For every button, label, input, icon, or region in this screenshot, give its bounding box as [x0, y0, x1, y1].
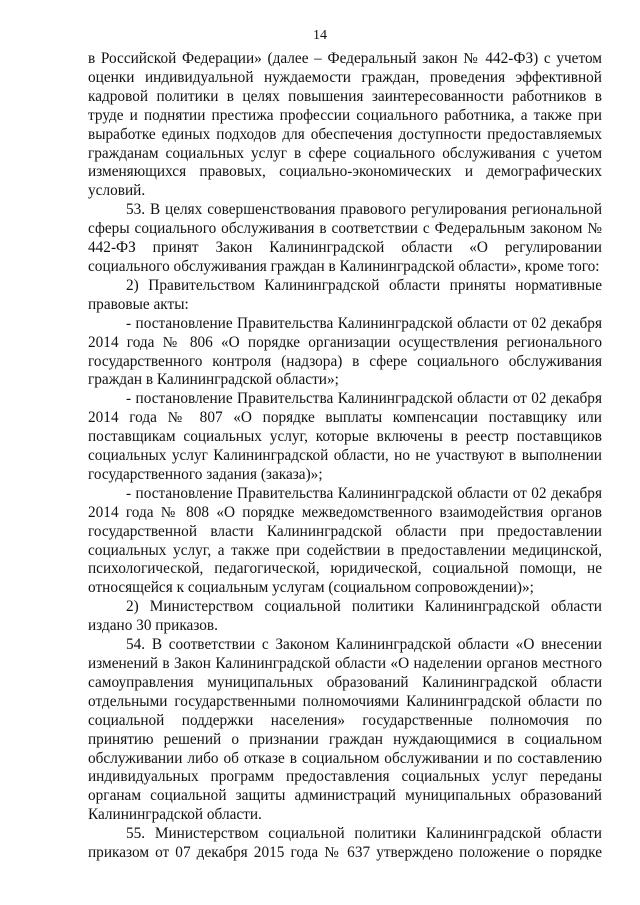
paragraph-acts-intro: 2) Правительством Калининградской области приняты нормативные правовые акты:	[88, 276, 602, 313]
paragraph-ministry-orders: 2) Министерством социальной политики Калининградской области издано 30 приказов.	[88, 598, 602, 635]
paragraph-continuation: в Российской Федерации» (далее – Федеральный закон № 442-ФЗ) с учетом оценки индивидуальной нуждаемости граждан, проведения эффективной кадровой политики в целях повышения заинтересованности работников в труде и поднятии престижа профессии социального работника, а также при выработке единых подходов для обеспечения доступности предоставляемых гражданам социальных услуг в сфере социального обслуживания с учетом изменяющихся правовых, социально-экономических и демографических условий.	[88, 50, 602, 200]
paragraph-53: 53. В целях совершенствования правового регулирования региональной сферы социального обслуживания в соответствии с Федеральным законом № 442-ФЗ принят Закон Калининградской области «О регулировании социального обслуживания граждан в Калининградской области», кроме того:	[88, 201, 602, 275]
document-body	[88, 50, 602, 863]
list-item-resolution-807: - постановление Правительства Калининградской области от 02 декабря 2014 года № 807 «О порядке выплаты компенсации поставщику или поставщикам социальных услуг, которые включены в реестр поставщиков социальных услуг Калининградской области, но не участвуют в выполнении государственного задания (заказа)»;	[88, 390, 602, 483]
list-item-resolution-806: - постановление Правительства Калининградской области от 02 декабря 2014 года № 806 «О порядке организации осуществления регионального государственного контроля (надзора) в сфере социального обслуживания граждан в Калининградской области»;	[88, 314, 602, 389]
paragraph-55: 55. Министерством социальной политики Калининградской области приказом от 07 декабря 2015 года № 637 утверждено положение о порядке	[88, 825, 602, 862]
page-number: 14	[313, 28, 327, 43]
list-item-resolution-808: - постановление Правительства Калининградской области от 02 декабря 2014 года № 808 «О порядке межведомственного взаимодействия органов государственной власти Калининградской области при предоставлении социальных услуг, а также при содействии в предоставлении медицинской, психологической, педагогической, юридической, социальной помощи, не относящейся к социальным услугам (социальном сопровождении)»;	[88, 484, 602, 597]
paragraph-54: 54. В соответствии с Законом Калининградской области «О внесении изменений в Закон Калининградской области «О наделении органов местного самоуправления муниципальных образований Калининградской области отдельными государственными полномочиями Калининградской области по социальной поддержки населения» государственные полномочия по принятию решений о признании граждан нуждающимися в социальном обслуживании либо об отказе в социальном обслуживании и по составлению индивидуальных программ предоставления социальных услуг переданы органам социальной защиты администраций муниципальных образований Калининградской области.	[88, 636, 602, 824]
